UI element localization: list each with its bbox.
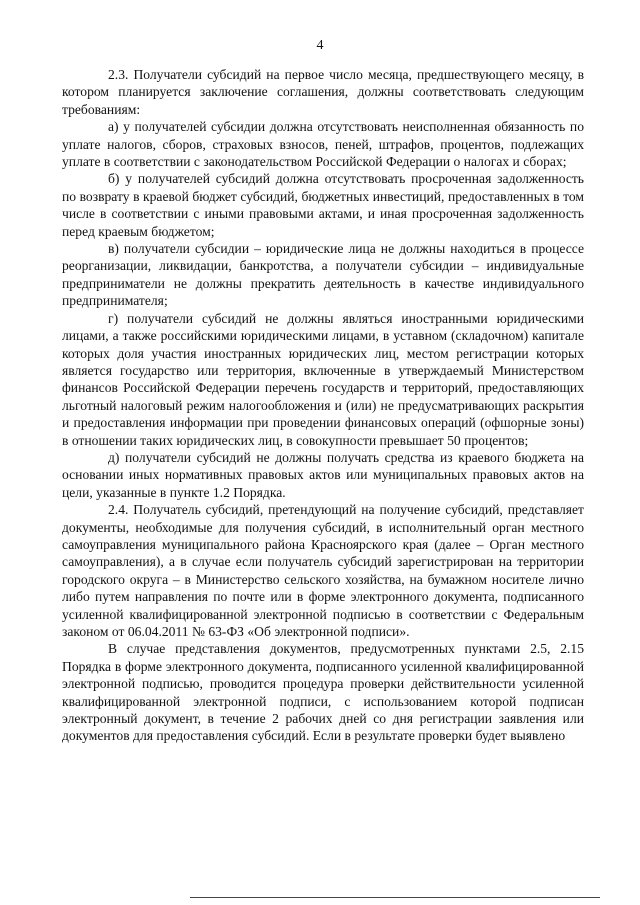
paragraph-item-d: д) получатели субсидий не должны получать средства из краевого бюджета на основании иных нормативных правовых актов или муниципальных правовых актов на цели, указанные в пункте 1.2 Порядка.: [62, 449, 584, 500]
paragraph-item-a: а) у получателей субсидии должна отсутствовать неисполненная обязанность по уплате налогов, сборов, страховых взносов, пеней, штрафов, процентов, подлежащих уплате в соответствии с законодательством Российской Федерации о налогах и сборах;: [62, 119, 584, 170]
paragraph-2-3: 2.3. Получатели субсидий на первое число месяца, предшествующего месяцу, в котором планируется заключение соглашения, должны соответствовать следующим требованиям:: [62, 67, 584, 117]
paragraph-2-4: 2.4. Получатель субсидий, претендующий на получение субсидий, представляет документы, необходимые для получения субсидий, в исполнительный орган местного самоуправления муниципального района Красноярского края (далее – Орган местного самоуправления), а в случае если получатель субсидий зарегистрирован на территории городского округа – в Министерство сельского хозяйства, на бумажном носителе лично либо путем направления по почте или в форме электронного документа, подписанного усиленной квалифицированной электронной подписью в соответствии с Федеральным законом от 06.04.2011 № 63-ФЗ «Об электронной подписи».: [62, 502, 584, 639]
document-body: [62, 66, 584, 745]
paragraph-item-b: б) у получателей субсидий должна отсутствовать просроченная задолженность по возврату в краевой бюджет субсидий, бюджетных инвестиций, предоставленных в том числе в соответствии с иными правовыми актами, и иная просроченная задолженность перед краевым бюджетом;: [62, 171, 584, 239]
paragraph-item-g: г) получатели субсидий не должны являться иностранными юридическими лицами, а также российскими юридическими лицами, в уставном (складочном) капитале которых доля участия иностранных юридических лиц, местом регистрации которых является государство или территория, включенные в утверждаемый Министерством финансов Российской Федерации перечень государств и территорий, предоставляющих льготный налоговый режим налогообложения и (или) не предусматривающих раскрытия и предоставления информации при проведении финансовых операций (офшорные зоны) в отношении таких юридических лиц, в совокупности превышает 50 процентов;: [62, 310, 584, 448]
paragraph-item-v: в) получатели субсидии – юридические лица не должны находиться в процессе реорганизации, ликвидации, банкротства, а получатели субсидии – индивидуальные предприниматели не должны прекратить деятельность в качестве индивидуального предпринимателя;: [62, 241, 584, 309]
page-number: 4: [316, 38, 324, 53]
bottom-divider: [190, 897, 600, 898]
paragraph-electronic-documents: В случае представления документов, предусмотренных пунктами 2.5, 2.15 Порядка в форме электронного документа, подписанного усиленной квалифицированной электронной подписью, проводится процедура проверки действительности усиленной квалифицированной электронной подписи, с использованием которой подписан электронный документ, в течение 2 рабочих дней со дня регистрации заявления или документов для предоставления субсидий. Если в результате проверки будет выявлено: [62, 641, 584, 744]
